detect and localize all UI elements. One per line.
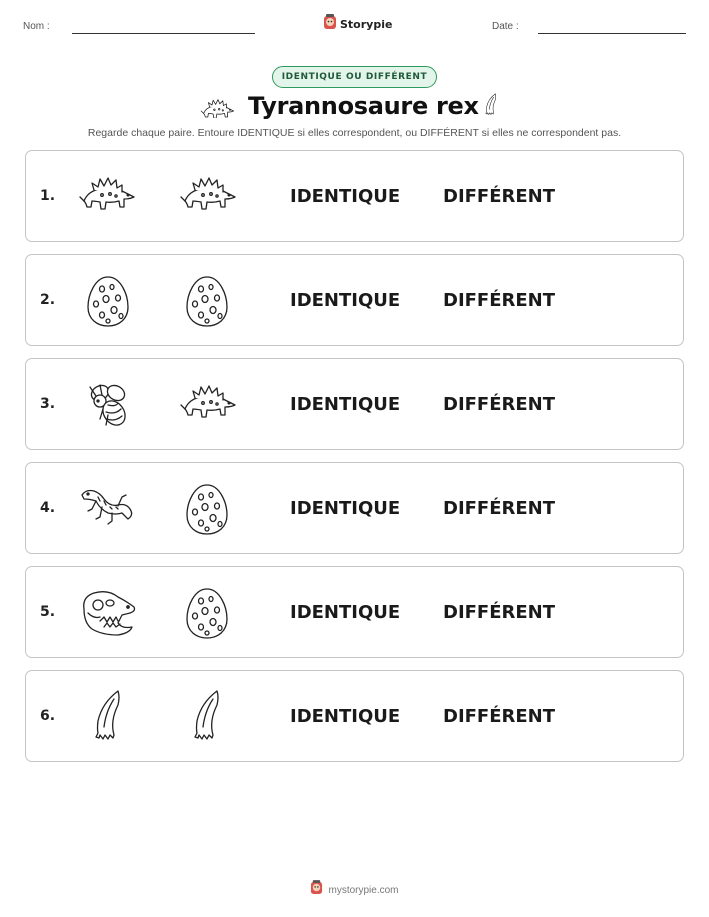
claw-icon bbox=[177, 687, 237, 747]
trex-skull-icon bbox=[78, 583, 138, 643]
footer bbox=[0, 880, 709, 900]
question-card-6 bbox=[25, 670, 684, 762]
worksheet-header bbox=[0, 14, 709, 42]
option-different[interactable]: DIFFÉRENT bbox=[443, 394, 556, 415]
question-number: 4. bbox=[40, 500, 56, 516]
stegosaurus-icon bbox=[179, 375, 239, 435]
egg-icon bbox=[177, 583, 237, 643]
claw-icon bbox=[478, 90, 504, 125]
option-different[interactable]: DIFFÉRENT bbox=[443, 602, 556, 623]
activity-tag: IDENTIQUE OU DIFFÉRENT bbox=[272, 66, 437, 88]
bee-icon bbox=[78, 375, 138, 435]
brand-name: Storypie bbox=[340, 18, 393, 31]
page-title: Tyrannosaure rex bbox=[248, 92, 479, 120]
brand bbox=[323, 14, 392, 35]
storypie-logo-icon bbox=[323, 14, 337, 35]
option-identique[interactable]: IDENTIQUE bbox=[290, 290, 401, 311]
option-identique[interactable]: IDENTIQUE bbox=[290, 602, 401, 623]
egg-icon bbox=[177, 479, 237, 539]
name-label: Nom : bbox=[23, 21, 50, 32]
question-number: 3. bbox=[40, 396, 56, 412]
option-different[interactable]: DIFFÉRENT bbox=[443, 706, 556, 727]
storypie-logo-icon bbox=[310, 880, 323, 900]
stegosaurus-icon bbox=[179, 167, 239, 227]
option-different[interactable]: DIFFÉRENT bbox=[443, 498, 556, 519]
option-identique[interactable]: IDENTIQUE bbox=[290, 498, 401, 519]
footer-link[interactable]: mystorypie.com bbox=[328, 884, 399, 896]
claw-icon bbox=[78, 687, 138, 747]
question-number: 2. bbox=[40, 292, 56, 308]
option-identique[interactable]: IDENTIQUE bbox=[290, 706, 401, 727]
stegosaurus-icon bbox=[78, 167, 138, 227]
question-number: 6. bbox=[40, 708, 56, 724]
stegosaurus-icon bbox=[200, 92, 236, 123]
question-number: 5. bbox=[40, 604, 56, 620]
option-identique[interactable]: IDENTIQUE bbox=[290, 394, 401, 415]
question-card-2 bbox=[25, 254, 684, 346]
question-card-5 bbox=[25, 566, 684, 658]
lizard-icon bbox=[78, 479, 138, 539]
question-card-4 bbox=[25, 462, 684, 554]
name-line[interactable] bbox=[72, 33, 255, 34]
egg-icon bbox=[78, 271, 138, 331]
question-number: 1. bbox=[40, 188, 56, 204]
instructions: Regarde chaque paire. Entoure IDENTIQUE si elles correspondent, ou DIFFÉRENT si elles ne correspondent pas. bbox=[87, 127, 622, 139]
question-card-1 bbox=[25, 150, 684, 242]
question-card-3 bbox=[25, 358, 684, 450]
date-label: Date : bbox=[492, 21, 519, 32]
option-identique[interactable]: IDENTIQUE bbox=[290, 186, 401, 207]
option-different[interactable]: DIFFÉRENT bbox=[443, 186, 556, 207]
title-row bbox=[0, 92, 709, 122]
option-different[interactable]: DIFFÉRENT bbox=[443, 290, 556, 311]
date-line[interactable] bbox=[538, 33, 686, 34]
egg-icon bbox=[177, 271, 237, 331]
